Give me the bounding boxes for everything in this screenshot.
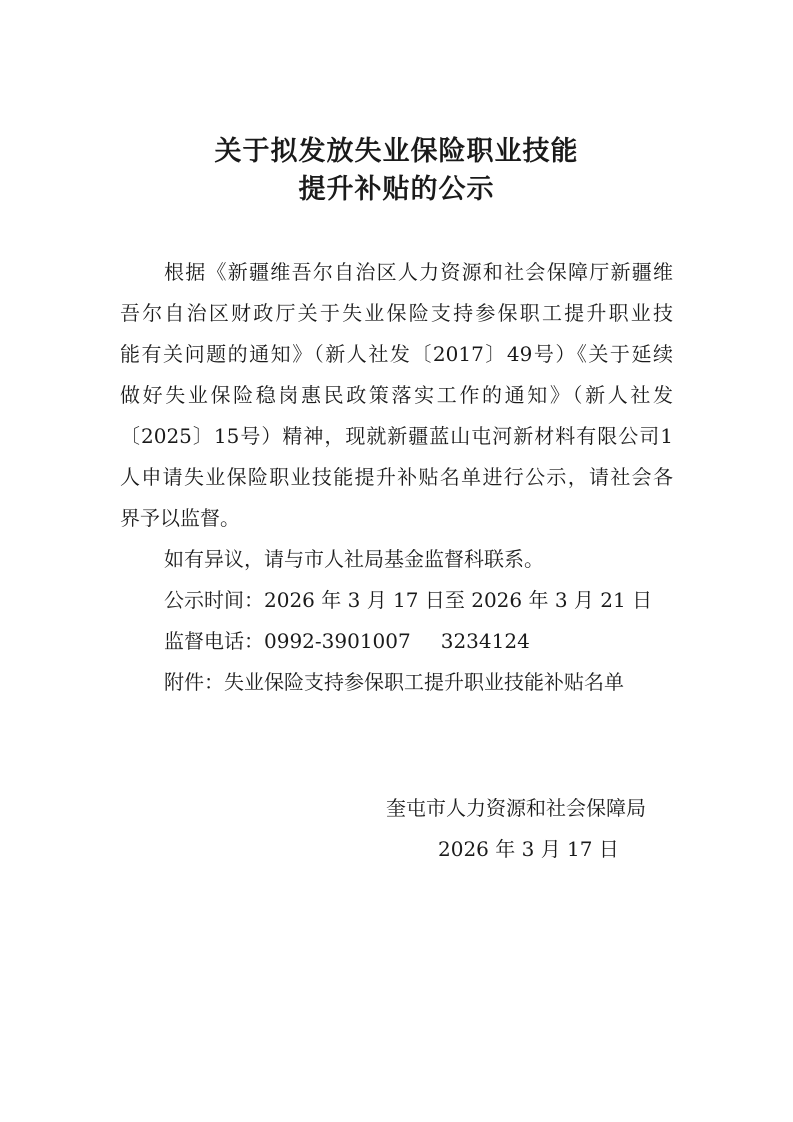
notice-period: 公示时间：2026 年 3 月 17 日至 2026 年 3 月 21 日	[164, 588, 653, 612]
body-text-line-1: 根据《新疆维吾尔自治区人力资源和社会保障厅新疆维	[164, 260, 673, 284]
body-text-line-6: 人申请失业保险职业技能提升补贴名单进行公示，请社会各	[120, 465, 673, 489]
supervision-phone-primary: 监督电话：0992-3901007	[164, 629, 411, 653]
attachment-line: 附件：失业保险支持参保职工提升职业技能补贴名单	[164, 670, 624, 694]
supervision-phone-secondary: 3234124	[440, 629, 530, 653]
objection-notice: 如有异议，请与市人社局基金监督科联系。	[164, 547, 544, 571]
body-text-line-4: 做好失业保险稳岗惠民政策落实工作的通知》（新人社发	[120, 383, 673, 407]
document-title-line-1: 关于拟发放失业保险职业技能	[214, 136, 579, 167]
body-text-line-3: 能有关问题的通知》（新人社发〔2017〕49号）《关于延续	[120, 342, 673, 366]
issuing-organization: 奎屯市人力资源和社会保障局	[386, 796, 646, 820]
body-text-line-2: 吾尔自治区财政厅关于失业保险支持参保职工提升职业技	[120, 301, 673, 325]
body-text-line-7: 界予以监督。	[120, 506, 240, 530]
supervision-phone	[164, 627, 673, 655]
issue-date: 2026 年 3 月 17 日	[438, 837, 619, 861]
document-title-line-2: 提升补贴的公示	[298, 174, 495, 205]
body-text-line-5: 〔2025〕15号）精神，现就新疆蓝山屯河新材料有限公司1	[120, 424, 673, 448]
